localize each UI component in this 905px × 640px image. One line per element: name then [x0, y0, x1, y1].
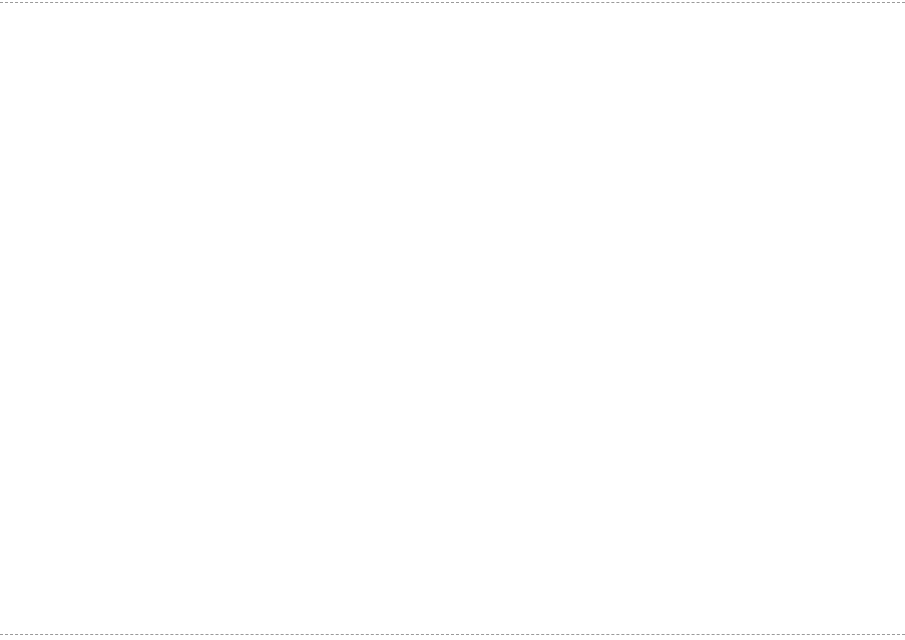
scan-edge-bottom [0, 634, 905, 635]
